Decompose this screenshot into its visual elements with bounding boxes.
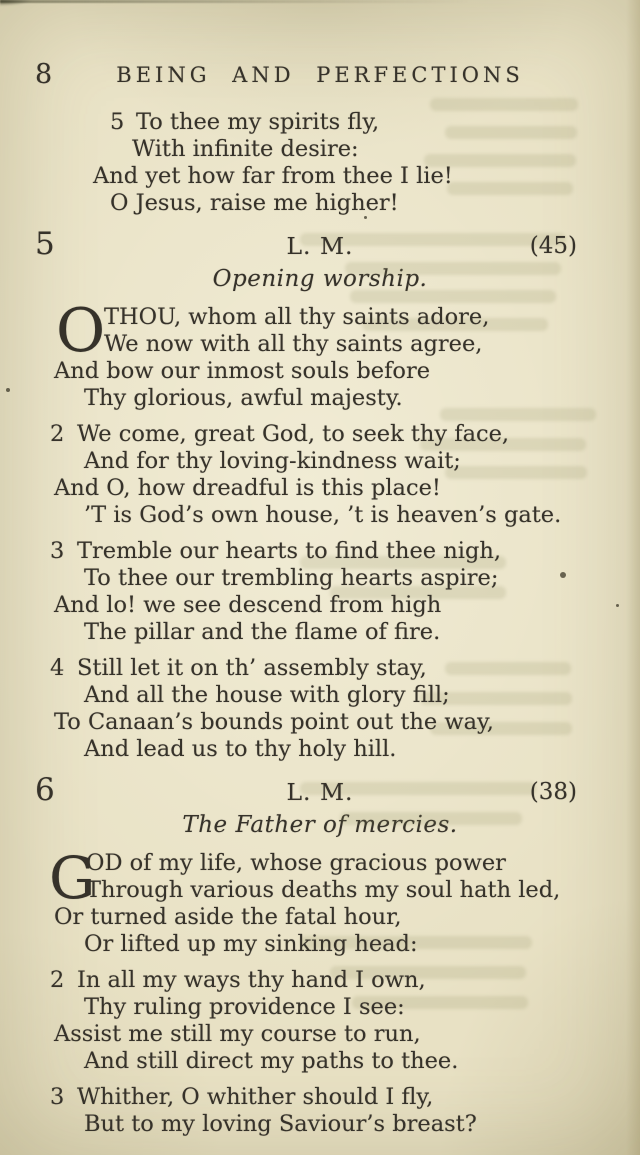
verse-line-text: To Canaan’s bounds point out the way, xyxy=(54,709,494,735)
verse-line-text: And all the house with glory fill; xyxy=(84,682,450,708)
verse-line xyxy=(84,682,640,709)
verse-line-text: ’T is God’s own house, ’t is heaven’s gate. xyxy=(84,502,562,528)
verse-line xyxy=(84,931,640,958)
hymn-5 xyxy=(0,226,640,763)
hymn-number: 5 xyxy=(35,226,55,262)
verse-line xyxy=(54,709,640,736)
verse-line xyxy=(54,475,640,502)
stanza xyxy=(0,844,640,958)
verse-line-text: OD of my life, whose gracious power xyxy=(86,850,506,876)
stanza xyxy=(0,538,640,646)
verse-number: 4 xyxy=(50,655,65,681)
hymns-container xyxy=(0,226,640,1138)
verse-line-text: And for thy loving-kindness wait; xyxy=(84,448,461,474)
verse-number: 2 xyxy=(50,967,65,993)
verse-line xyxy=(86,877,640,904)
verse-number: 5 xyxy=(110,109,125,135)
verse-line xyxy=(84,736,640,763)
verse-line xyxy=(84,619,640,646)
verse-line-text: Or turned aside the fatal hour, xyxy=(54,904,402,930)
stanza xyxy=(0,1084,640,1138)
verse-line-text: And bow our inmost souls before xyxy=(54,358,431,384)
tune-reference: (45) xyxy=(529,233,577,259)
hymn-heading xyxy=(0,226,640,263)
verse-line xyxy=(104,304,640,331)
running-head xyxy=(0,60,640,90)
hymn-title: Opening worship. xyxy=(212,266,428,292)
page-number: 8 xyxy=(35,59,53,90)
verse-line xyxy=(50,655,640,682)
verse-line xyxy=(86,850,640,877)
verse-line xyxy=(54,1021,640,1048)
dropcap-letter: G xyxy=(49,844,96,912)
verse-line-text: And O, how dreadful is this place! xyxy=(54,475,441,501)
verse-line xyxy=(84,385,640,412)
scan-corner-smudge xyxy=(0,0,42,8)
stanza xyxy=(0,421,640,529)
verse-number: 3 xyxy=(50,1084,65,1110)
verse-number: 3 xyxy=(50,538,65,564)
verse-line-text: And lo! we see descend from high xyxy=(54,592,442,618)
verse-line-text: Still let it on th’ assembly stay, xyxy=(77,655,427,681)
verse-line-text: But to my loving Saviour’s breast? xyxy=(84,1111,477,1137)
verse-line xyxy=(104,331,640,358)
stanza xyxy=(0,967,640,1075)
verse-line-text: And lead us to thy holy hill. xyxy=(84,736,397,762)
verse-line xyxy=(132,136,640,163)
verse-line-text: To thee my spirits fly, xyxy=(136,109,380,135)
stanza xyxy=(0,296,640,412)
verse-line-text: We come, great God, to seek thy face, xyxy=(77,421,510,447)
verse-line-text: Or lifted up my sinking head: xyxy=(84,931,418,957)
verse-line-text: And yet how far from thee I lie! xyxy=(93,163,453,189)
verse-line xyxy=(50,538,640,565)
verse-line-text: Through various deaths my soul hath led, xyxy=(86,877,561,903)
verse-line xyxy=(84,1111,640,1138)
verse-line-text: And still direct my paths to thee. xyxy=(84,1048,459,1074)
hymn-heading xyxy=(0,772,640,809)
verse-line xyxy=(54,592,640,619)
verse-line xyxy=(84,1048,640,1075)
hymn-title: The Father of mercies. xyxy=(182,812,458,838)
running-header-title: BEING AND PERFECTIONS xyxy=(116,63,524,87)
stanza xyxy=(0,655,640,763)
verse-line xyxy=(110,190,640,217)
verse-line-text: Thy glorious, awful majesty. xyxy=(84,385,403,411)
verse-line-text: To thee our trembling hearts aspire; xyxy=(84,565,499,591)
verse-line-text: We now with all thy saints agree, xyxy=(104,331,483,357)
verse-line xyxy=(84,565,640,592)
hymn-meter: L. M. xyxy=(286,778,354,806)
verse-line xyxy=(84,994,640,1021)
hymn-meter: L. M. xyxy=(286,232,354,260)
verse-number: 2 xyxy=(50,421,65,447)
verse-line-text: With infinite desire: xyxy=(132,136,359,162)
hymn-6 xyxy=(0,772,640,1138)
scan-speck xyxy=(364,216,367,219)
verse-line xyxy=(84,448,640,475)
dropcap-letter: O xyxy=(56,296,106,366)
verse-line xyxy=(50,967,640,994)
verse-line-text: Assist me still my course to run, xyxy=(54,1021,421,1047)
verse-line xyxy=(54,358,640,385)
verse-line xyxy=(50,421,640,448)
hymn-number: 6 xyxy=(35,772,55,808)
verse-line xyxy=(54,904,640,931)
verse-line xyxy=(93,163,640,190)
verse-line-text: O Jesus, raise me higher! xyxy=(110,190,399,216)
verse-line-text: THOU, whom all thy saints adore, xyxy=(104,304,490,330)
verse-line-text: The pillar and the flame of fire. xyxy=(84,619,441,645)
verse-line xyxy=(84,502,640,529)
scan-edge-shadow-top xyxy=(0,0,470,3)
verse-line-text: Tremble our hearts to find thee nigh, xyxy=(77,538,501,564)
verse-line-text: Thy ruling providence I see: xyxy=(84,994,405,1020)
verse-line xyxy=(110,109,640,136)
verse-line-text: In all my ways thy hand I own, xyxy=(77,967,426,993)
verse-line xyxy=(50,1084,640,1111)
verse-line-text: Whither, O whither should I fly, xyxy=(77,1084,434,1110)
hymn-4-continuation-verse xyxy=(0,109,640,217)
tune-reference: (38) xyxy=(529,779,577,805)
